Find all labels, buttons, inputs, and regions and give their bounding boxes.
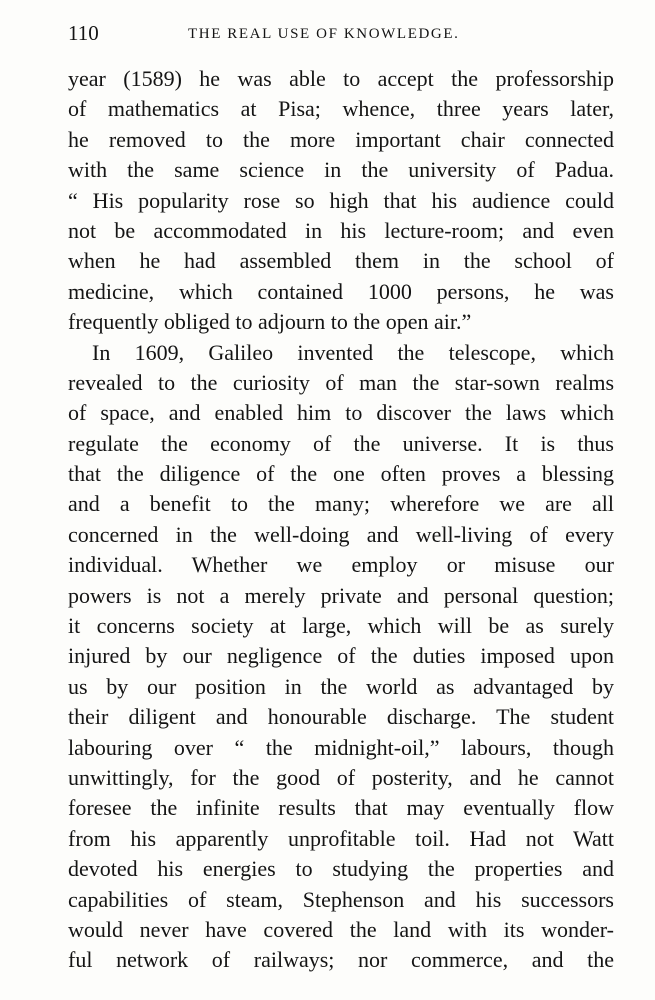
text-line: it concerns society at large, which will be as surely xyxy=(68,613,614,639)
text-line: regulate the economy of the universe. It is thus xyxy=(68,430,614,456)
text-line: when he had assembled them in the school of xyxy=(68,248,614,274)
text-line: that the diligence of the one often proves a blessing xyxy=(68,461,614,487)
text-line: year (1589) he was able to accept the professorship xyxy=(68,66,614,91)
text-line: their diligent and honourable discharge. The student xyxy=(68,704,614,730)
text-line: injured by our negligence of the duties imposed upon xyxy=(68,643,614,669)
text-line: powers is not a merely private and personal question; xyxy=(68,582,614,608)
text-line: us by our position in the world as advantaged by xyxy=(68,673,614,699)
text-line: would never have covered the land with its wonder- xyxy=(68,916,614,942)
text-line: of mathematics at Pisa; whence, three years later, xyxy=(68,96,614,122)
page-number: 110 xyxy=(68,21,99,45)
text-line: capabilities of steam, Stephenson and his successors xyxy=(68,886,614,912)
text-line: he removed to the more important chair connected xyxy=(68,126,614,152)
text-line: and a benefit to the many; wherefore we are all xyxy=(68,491,614,517)
text-line: “ His popularity rose so high that his audience could xyxy=(68,187,614,213)
text-line: concerned in the well-doing and well-living of every xyxy=(68,521,614,547)
text-line: not be accommodated in his lecture-room; and even xyxy=(68,217,614,243)
text-line: from his apparently unprofitable toil. Had not Watt xyxy=(68,825,614,851)
text-line: devoted his energies to studying the properties and xyxy=(68,856,614,882)
text-line: In 1609, Galileo invented the telescope, which xyxy=(92,339,614,365)
text-line: foresee the infinite results that may eventually flow xyxy=(68,795,614,821)
running-title: THE REAL USE OF KNOWLEDGE. xyxy=(188,26,460,42)
text-line: frequently obliged to adjourn to the open air.” xyxy=(68,309,472,335)
body-text xyxy=(68,64,614,976)
text-line: revealed to the curiosity of man the star-sown realms xyxy=(68,369,614,395)
text-line: unwittingly, for the good of posterity, and he cannot xyxy=(68,764,614,790)
text-line: of space, and enabled him to discover the laws which xyxy=(68,400,614,426)
text-line: with the same science in the university of Padua. xyxy=(68,157,614,183)
text-line: individual. Whether we employ or misuse our xyxy=(68,552,614,578)
text-line: medicine, which contained 1000 persons, he was xyxy=(68,278,614,304)
text-line: ful network of railways; nor commerce, and the xyxy=(68,947,614,973)
text-line: labouring over “ the midnight-oil,” labours, though xyxy=(68,734,614,760)
running-head xyxy=(68,20,613,46)
